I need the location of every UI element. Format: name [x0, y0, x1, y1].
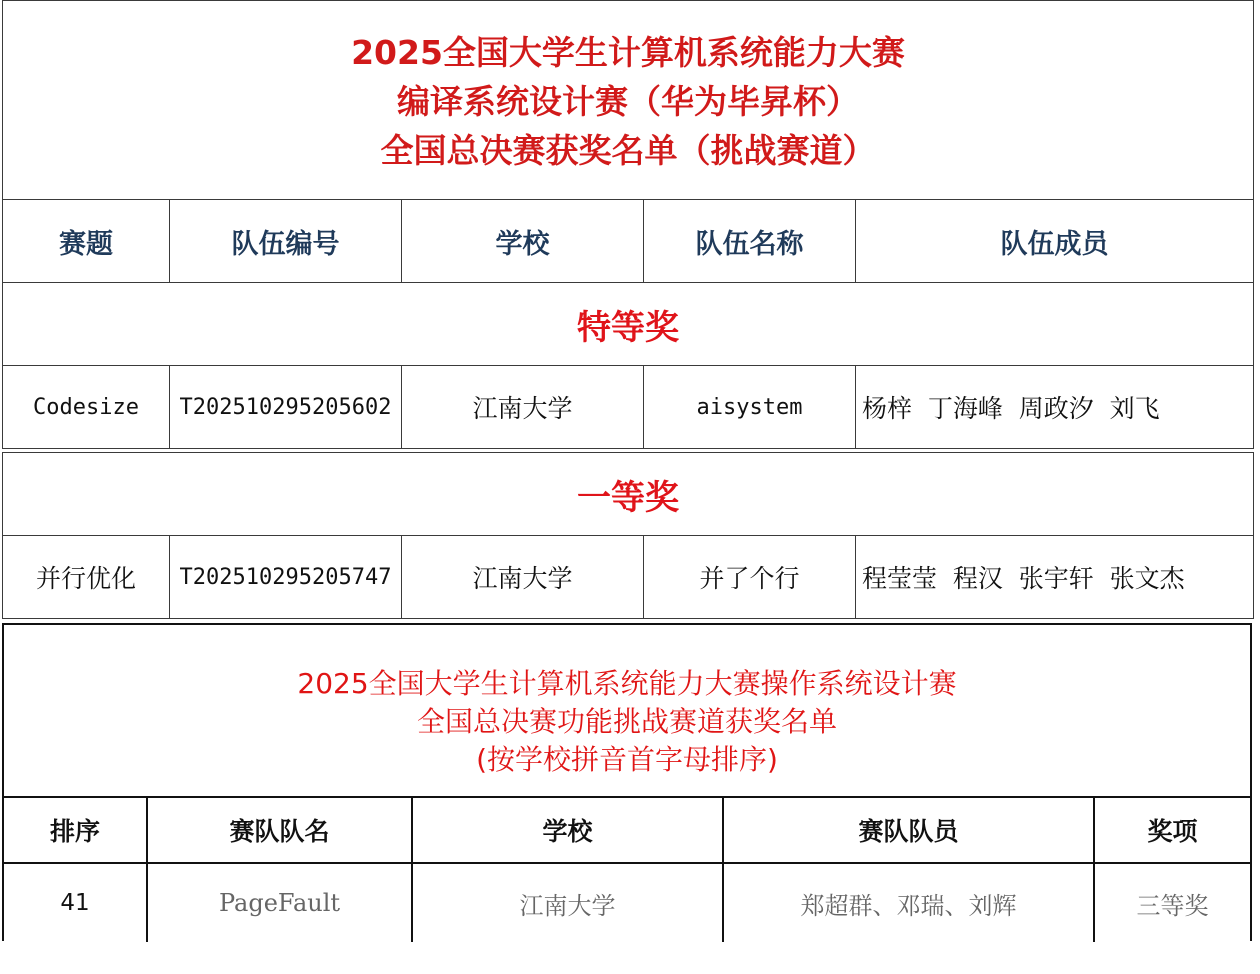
table1-title: [3, 1, 1254, 200]
cell-team-id: T202510295205602: [170, 366, 402, 449]
header-team-members: 队伍成员: [856, 200, 1254, 283]
table-row: [3, 536, 1254, 619]
cell-school: 江南大学: [402, 366, 644, 449]
os-contest-award-table: [2, 623, 1252, 941]
table1-title-line: 2025全国大学生计算机系统能力大赛: [351, 32, 905, 72]
header-school: 学校: [412, 797, 723, 863]
table1-title-line: 全国总决赛获奖名单（挑战赛道）: [380, 130, 876, 170]
cell-award: 三等奖: [1136, 891, 1209, 920]
os-contest-table-body: [4, 625, 1250, 942]
cell-team-members: 郑超群、邓瑞、刘辉: [723, 863, 1094, 942]
cell-team-members: 程莹莹 程汉 张宇轩 张文杰: [856, 536, 1254, 619]
header-team-name: 赛队队名: [147, 797, 412, 863]
header-team-id: 队伍编号: [170, 200, 402, 283]
cell-school: 江南大学: [412, 863, 723, 942]
cell-team-name: PageFault: [147, 863, 412, 942]
table1-title-line: 编译系统设计赛（华为毕昇杯）: [397, 81, 859, 121]
header-topic: 赛题: [3, 200, 170, 283]
header-school: 学校: [402, 200, 644, 283]
header-team-members: 赛队队员: [723, 797, 1094, 863]
header-rank: 排序: [4, 797, 147, 863]
table2-title-line: 2025全国大学生计算机系统能力大赛操作系统设计赛: [297, 666, 957, 700]
cell-rank: 41: [4, 863, 147, 942]
header-award: 奖项: [1094, 797, 1250, 863]
award-section-row: [3, 283, 1254, 366]
table2-title-line: (按学校拼音首字母排序): [476, 742, 778, 776]
cell-team-name: aisystem: [644, 366, 856, 449]
header-team-name: 队伍名称: [644, 200, 856, 283]
cell-topic: Codesize: [3, 366, 170, 449]
table1-header-row: [3, 200, 1254, 283]
cell-team-id: T202510295205747: [170, 536, 402, 619]
table2-title: [4, 625, 1250, 797]
table-row: [4, 863, 1250, 942]
table-row: [3, 366, 1254, 449]
cell-topic: 并行优化: [3, 536, 170, 619]
award-level-label: 一等奖: [3, 453, 1254, 536]
cell-team-name: 并了个行: [644, 536, 856, 619]
cell-school: 江南大学: [402, 536, 644, 619]
table2-header-row: [4, 797, 1250, 863]
award-level-label: 特等奖: [3, 283, 1254, 366]
cell-team-members: 杨梓 丁海峰 周政汐 刘飞: [856, 366, 1254, 449]
compiler-contest-award-table: [2, 0, 1254, 619]
table2-title-line: 全国总决赛功能挑战赛道获奖名单: [417, 704, 838, 738]
award-section-row: [3, 453, 1254, 536]
